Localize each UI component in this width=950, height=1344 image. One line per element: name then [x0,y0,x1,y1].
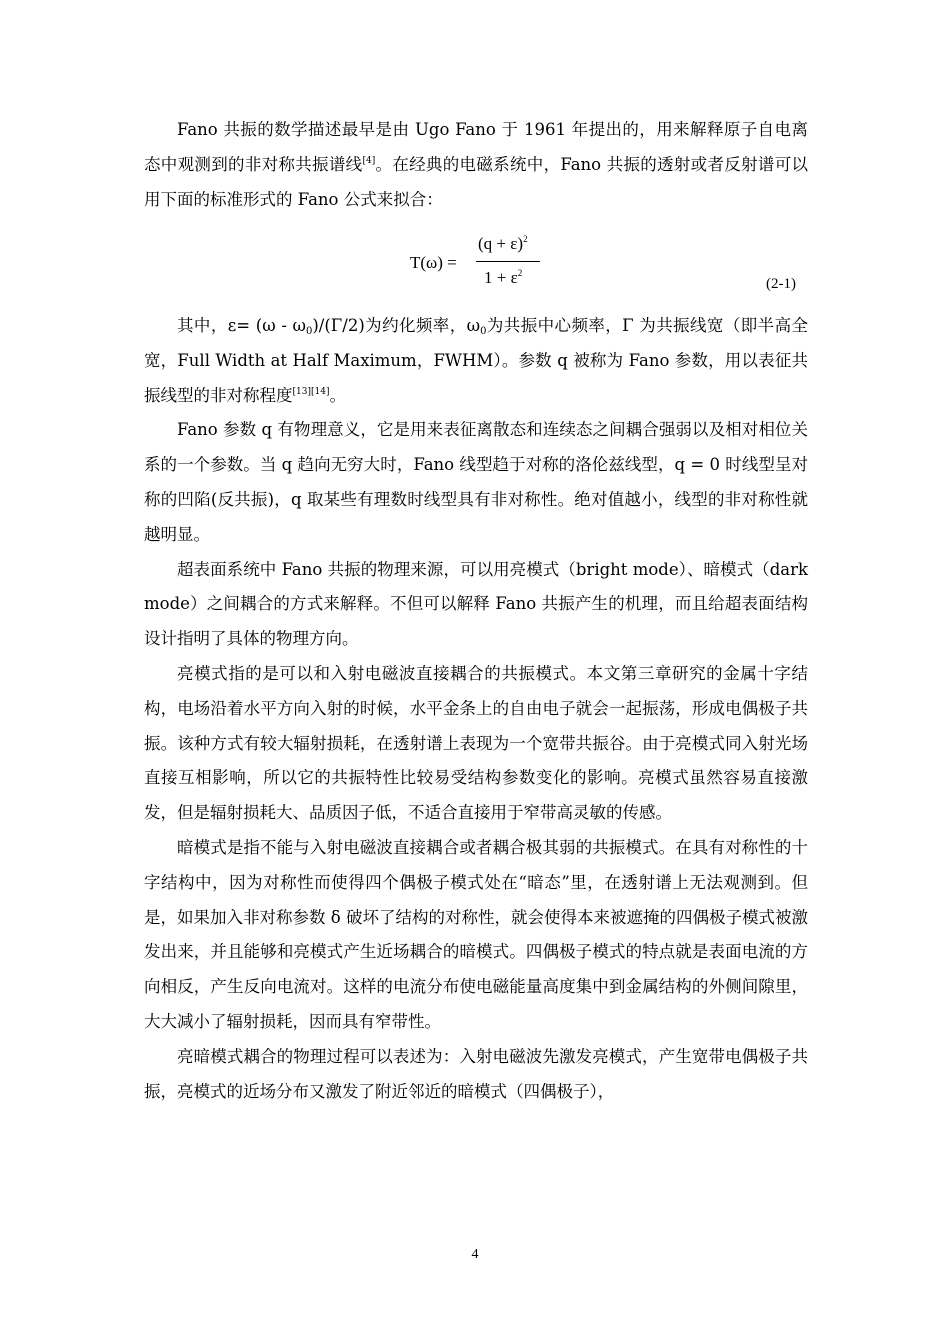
paragraph-3: Fano 参数 q 有物理意义，它是用来表征离散态和连续态之间耦合强弱以及相对相位关系的一个参数。当 q 趋向无穷大时，Fano 线型趋于对称的洛伦兹线型，q = 0 时线型呈对称的凹陷(反共振)，q 取某些有理数时线型具有非对称性。绝对值越小，线型的非对称性就越明显。 [144,420,808,544]
paragraph-1-text-b: 。在经典的电磁系统中，Fano 共振的透射或者反射谱可以用下面的标准形式的 Fano 公式来拟合： [144,154,808,209]
equation-lhs: T(ω) = [410,253,457,272]
paragraph-6: 暗模式是指不能与入射电磁波直接耦合或者耦合极其弱的共振模式。在具有对称性的十字结构中，因为对称性而使得四个偶极子模式处在“暗态”里，在透射谱上无法观测到。但是，如果加入非对称参数 δ 破坏了结构的对称性，就会使得本来被遮掩的四偶极子模式被激发出来，并且能够和亮模式产生近场耦合的暗模式。四偶极子模式的特点就是表面电流的方向相反，产生反向电流对。这样的电流分布使电磁能量高度集中到金属结构的外侧间隙里，大大减小了辐射损耗，因而具有窄带性。 [144,837,808,1031]
equation-numerator-text: (q + ε) [478,234,524,253]
omega-subscript-1: 0 [306,326,313,337]
omega-subscript-2: 0 [480,326,487,337]
equation-denominator-exponent: 2 [517,268,523,278]
paragraph-2-text-c: 为共振中心频率，Γ 为共振线宽（即半高全宽，Full Width at Half Maximum，FWHM）。参数 q 被称为 Fano 参数，用以表征共振线型的非对称程度 [144,316,808,405]
body-text [144,309,808,1109]
paragraph-2 [144,309,808,413]
paragraph-4: 超表面系统中 Fano 共振的物理来源，可以用亮模式（bright mode）、暗模式（dark mode）之间耦合的方式来解释。不但可以解释 Fano 共振产生的机理，而且给超表面结构设计指明了具体的物理方向。 [144,559,808,649]
fano-equation [410,232,570,298]
equation-numerator-exponent: 2 [523,234,528,244]
citation-13-14: [13][14] [292,386,330,397]
paragraph-1 [144,113,808,217]
equation-denominator-text: 1 + ε [484,268,518,287]
paragraph-2-text-d: 。 [329,385,346,405]
equation-denominator [484,268,522,288]
fraction-bar [476,261,540,262]
equation-number: (2-1) [766,276,796,292]
paragraph-2-text-b: )/(Γ/2)为约化频率，ω [312,316,481,335]
page-number: 4 [471,1247,479,1262]
equation-numerator [478,234,528,254]
paragraph-1-text-a: Fano 共振的数学描述最早是由 Ugo Fano 于 1961 年提出的，用来解释原子自电离态中观测到的非对称共振谱线 [144,120,808,174]
paragraph-7: 亮暗模式耦合的物理过程可以表述为：入射电磁波先激发亮模式，产生宽带电偶极子共振，亮模式的近场分布又激发了附近邻近的暗模式（四偶极子）， [144,1046,808,1101]
paragraph-2-text-a: 其中，ε= (ω - ω [177,316,306,335]
citation-4: [4] [362,155,376,166]
paragraph-5: 亮模式指的是可以和入射电磁波直接耦合的共振模式。本文第三章研究的金属十字结构，电场沿着水平方向入射的时候，水平金条上的自由电子就会一起振荡，形成电偶极子共振。该种方式有较大辐射损耗，在透射谱上表现为一个宽带共振谷。由于亮模式同入射光场直接互相影响，所以它的共振特性比较易受结构参数变化的影响。亮模式虽然容易直接激发，但是辐射损耗大、品质因子低，不适合直接用于窄带高灵敏的传感。 [144,663,808,823]
